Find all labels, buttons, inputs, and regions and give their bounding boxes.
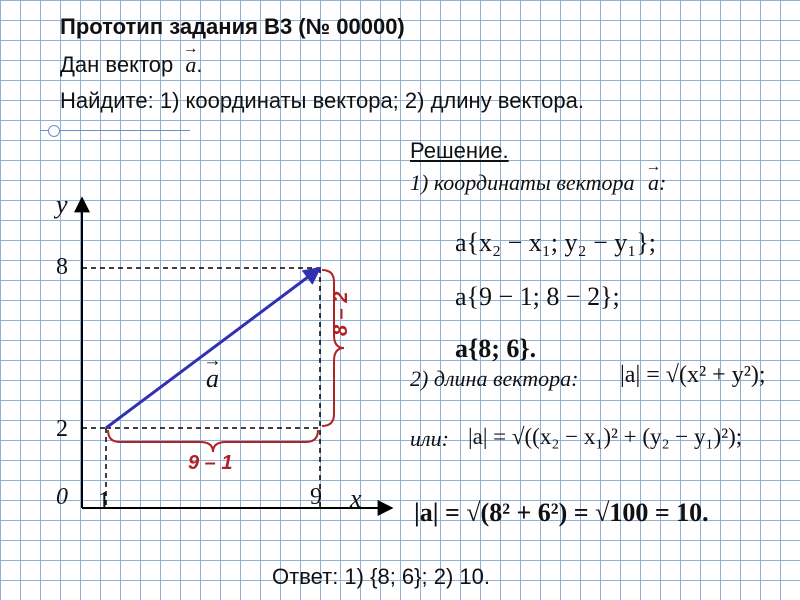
length-formula: |a| = √(x² + y²); [620, 362, 766, 388]
step1-vector: → a [648, 170, 659, 196]
y-tick-2: 2 [56, 416, 68, 442]
step1-label: 1) координаты вектора [410, 170, 635, 195]
step2-label: 2) длина вектора: [410, 366, 579, 391]
solution-heading: Решение. [410, 138, 509, 163]
horizontal-brace [108, 430, 318, 452]
vector-a-arrow [106, 268, 320, 428]
given-prefix: Дан вектор [60, 52, 174, 77]
given-vector: → a [185, 52, 196, 78]
vertical-brace-label: 8 – 2 [330, 291, 352, 336]
horizontal-brace-label: 9 – 1 [188, 452, 233, 474]
or-label: или: [410, 426, 449, 451]
coord-substitution: a{9 − 1; 8 − 2}; [455, 282, 620, 311]
answer-text: Ответ: 1) {8; 6}; 2) 10. [272, 564, 490, 589]
x-tick-1: 1 [98, 488, 110, 514]
page-title: Прототип задания B3 (№ 00000) [60, 14, 405, 39]
x-axis-label: x [350, 484, 362, 513]
step1-line [410, 170, 666, 196]
length-result: |a| = √(8² + 6²) = √100 = 10. [414, 498, 709, 527]
length-formula-alt: |a| = √((x₂ − x₁)² + (y₂ − y₁)²); [468, 424, 743, 449]
coord-result: a{8; 6}. [455, 334, 537, 363]
task-text: Найдите: 1) координаты вектора; 2) длину вектора. [60, 88, 585, 113]
step1-colon: : [659, 170, 667, 195]
vector-a-label: → a [206, 364, 219, 394]
given-suffix: . [196, 52, 203, 77]
origin-label: 0 [56, 484, 68, 510]
y-axis-label: y [56, 190, 68, 219]
y-tick-8: 8 [56, 254, 68, 280]
coord-formula: a{x₂ − x₁; y₂ − y₁}; [455, 228, 657, 257]
x-tick-9: 9 [310, 484, 322, 510]
